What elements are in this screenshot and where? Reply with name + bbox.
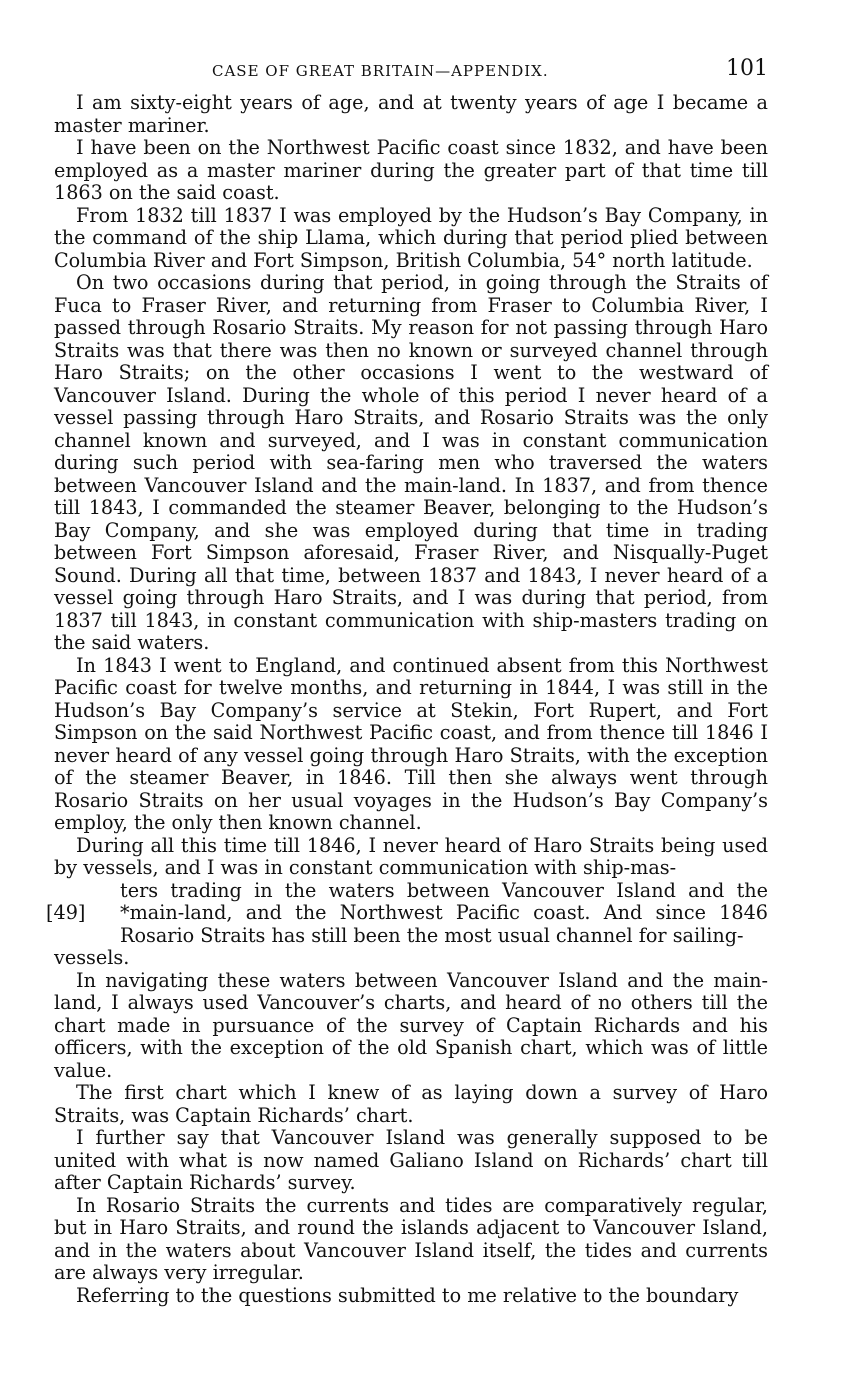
paragraph-currents-tides: In Rosario Straits the currents and tides are comparatively regular, but in Haro Straits, and round the islands adjacent to Vancouver Island, and in the waters about Vancouver Island itself, the tides and currents are always very irregular. — [54, 1193, 768, 1284]
document-page — [46, 56, 768, 1307]
paragraph-haro-usage-tail: vessels. — [54, 946, 130, 969]
paragraph-first-chart: The first chart which I knew of as laying down a survey of Haro Straits, was Captain Richards’ chart. — [54, 1081, 768, 1127]
paragraph-haro-usage-lead: During all this time till 1846, I never heard of Haro Straits being used by vessels, and I was in constant communication with ship-mas- — [54, 833, 768, 879]
paragraph-boundary-questions: Referring to the questions submitted to me relative to the boundary — [76, 1283, 739, 1307]
side-reference-block — [46, 878, 768, 948]
paragraph-england-1843: In 1843 I went to England, and continued absent from this Northwest Pacific coast for twelve months, and returning in 1844, I was still in the Hudson’s Bay Company’s service at Stekin, Fort Rupert, and Fort Simpson on the said Northwest Pacific coast, and from thence till 1846 I never heard of any vessel going through Haro Straits, with the exception of the steamer Beaver, in 1846. Till then she always went through Rosario Straits on her usual voyages in the Hudson’s Bay Company’s employ, the only then known channel. — [54, 653, 768, 834]
page-number: 101 — [726, 56, 768, 81]
paragraph-rosario-straits: On two occasions during that period, in going through the Straits of Fuca to Fraser River, and returning from Fraser to Columbia River, I passed through Rosario Straits. My reason for not passing through Haro Straits was that there was then no known or surveyed channel through Haro Straits; on the other occasions I went to the westward of Vancouver Island. During the whole of this period I never heard of a vessel passing through Haro Straits, and Rosario Straits was the only channel known and surveyed, and I was in constant communication during such period with sea-faring men who traversed the waters between Vancouver Island and the main-land. In 1837, and from thence till 1843, I commanded the steamer Beaver, belonging to the Hudson’s Bay Company, and she was employed during that time in trading between Fort Simpson aforesaid, Fraser River, and Nisqually-Puget Sound. During all that time, between 1837 and 1843, I never heard of a vessel going through Haro Straits, and I was during that period, from 1837 till 1843, in constant communication with ship-masters trading on the said waters. — [54, 271, 768, 654]
paragraph-hudsons-bay: From 1832 till 1837 I was employed by the Hudson’s Bay Company, in the command of the ship Llama, which during that period plied between Columbia River and Fort Simpson, British Columbia, 54° north latitude. — [54, 203, 768, 272]
paragraph-vancouver-charts: In navigating these waters between Vancouver Island and the main-land, I always used Vancouver’s charts, and heard of no others till the chart made in pursuance of the survey of Captain Richards and his officers, with the exception of the old Spanish chart, which was of little value. — [54, 968, 768, 1082]
body-text — [46, 91, 768, 1307]
paragraph-pacific-coast: I have been on the Northwest Pacific coast since 1832, and have been employed as a master mariner during the greater part of that time till 1863 on the said coast. — [54, 136, 768, 204]
running-title: CASE OF GREAT BRITAIN—APPENDIX. — [212, 62, 549, 80]
paragraph-haro-usage-indented: ters trading in the waters between Vancouver Island and the *main-land, and the Northwest Pacific coast. And since 1846 Rosario Straits has still been the most usual channel for sailing- — [120, 878, 768, 947]
side-page-reference: [49] — [46, 900, 86, 924]
running-header — [54, 56, 768, 86]
paragraph-galiano-island: I further say that Vancouver Island was generally supposed to be united with what is now named Galiano Island on Richards’ chart till after Captain Richards’ survey. — [54, 1126, 768, 1194]
paragraph-age: I am sixty-eight years of age, and at twenty years of age I became a master mariner. — [54, 91, 768, 137]
paragraph-haro-usage — [54, 835, 768, 880]
